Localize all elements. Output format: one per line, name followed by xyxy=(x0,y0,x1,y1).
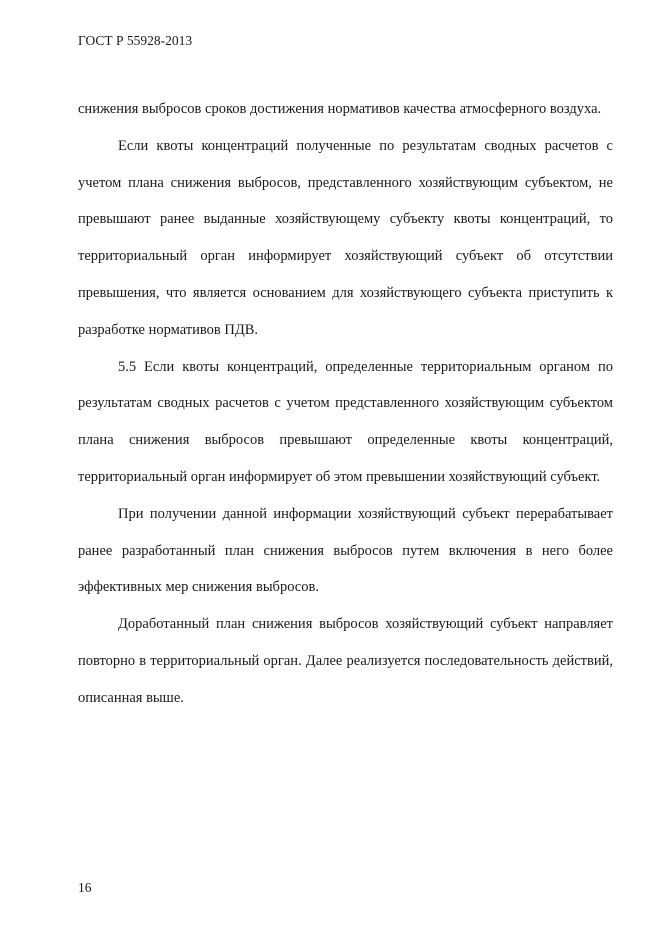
paragraph-continuation: снижения выбросов сроков достижения нормативов качества атмосферного воздуха. xyxy=(78,101,602,117)
paragraph-resubmission: Доработанный план снижения выбросов хозяйствующий субъект направляет повторно в территориальный орган. Далее реализуется последовательность действий, описанная выше. xyxy=(78,616,613,706)
page-number: 16 xyxy=(78,880,92,895)
paragraph-section-5-5: 5.5 Если квоты концентраций, определенные территориальным органом по результатам сводных расчетов с учетом представленного хозяйствующим субъектом плана снижения выбросов превышают определенные квоты концентраций, территориальный орган информирует об этом превышении хозяйствующий субъект. xyxy=(78,358,613,485)
paragraph-quotas-not-exceeded: Если квоты концентраций полученные по результатам сводных расчетов с учетом плана снижения выбросов, представленного хозяйствующим субъектом, не превышают ранее выданные хозяйствующему субъекту квоты концентраций, то территориальный орган информирует хозяйствующий субъект об отсутствии превышения, что является основанием для хозяйствующего субъекта приступить к разработке нормативов ПДВ. xyxy=(78,137,613,338)
document-body xyxy=(78,91,613,717)
standard-header: ГОСТ Р 55928-2013 xyxy=(78,33,193,48)
paragraph-plan-revision: При получении данной информации хозяйствующий субъект перерабатывает ранее разработанный план снижения выбросов путем включения в него более эффективных мер снижения выбросов. xyxy=(78,505,613,596)
